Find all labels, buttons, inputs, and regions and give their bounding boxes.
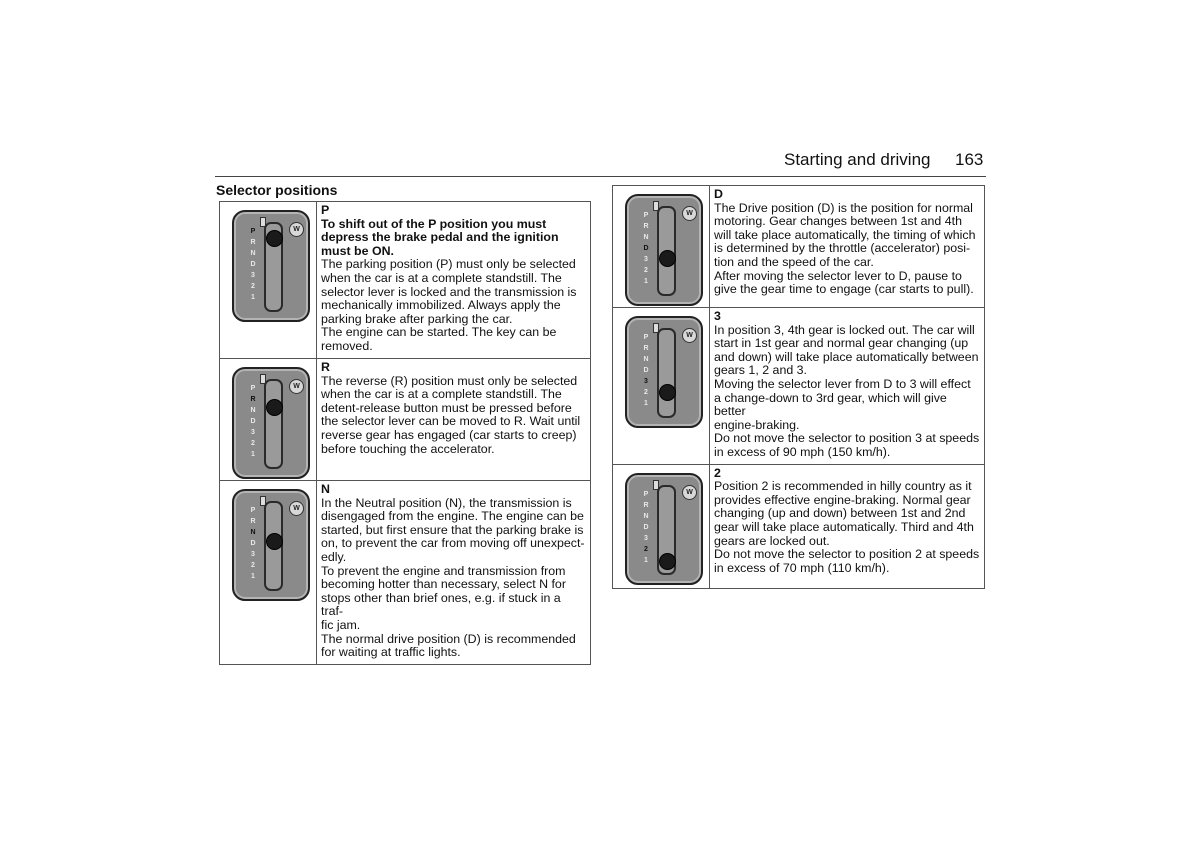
description-cell <box>317 481 591 665</box>
description-line: The engine can be started. The key can be <box>321 325 557 340</box>
illustration-cell <box>220 359 317 481</box>
gear-letters <box>248 226 258 303</box>
gear-letter: P <box>250 507 256 514</box>
gear-letter: 3 <box>644 378 648 385</box>
gear-letter: 2 <box>251 562 255 569</box>
description-line: selector lever is locked and the transmission is <box>321 284 577 299</box>
position-row <box>220 202 591 359</box>
right-positions-table <box>612 185 985 589</box>
description-line: provides effective engine-braking. Normal gear <box>714 492 971 507</box>
description-line: The parking position (P) must only be selected <box>321 257 576 272</box>
description-line: The reverse (R) position must only be selected <box>321 373 578 388</box>
gear-letter: 3 <box>251 272 255 279</box>
description-line: tion and the speed of the car. <box>714 254 874 269</box>
description-line: the selector lever can be moved to R. Wait until <box>321 414 581 429</box>
description-line: The normal drive position (D) is recommended <box>321 631 576 646</box>
description-line: in excess of 70 mph (110 km/h). <box>714 560 890 575</box>
position-label: 3 <box>714 309 721 323</box>
page-number: 163 <box>955 150 984 169</box>
description-line: In the Neutral position (N), the transmission is <box>321 495 572 510</box>
description-line: disengaged from the engine. The engine can be <box>321 509 584 524</box>
gear-letter: P <box>250 385 256 392</box>
gear-letter: D <box>250 418 256 425</box>
selector-lever-illustration <box>625 473 703 585</box>
gear-letter: N <box>643 234 649 241</box>
gear-letter: N <box>643 512 649 520</box>
position-label: R <box>321 360 330 374</box>
gear-letter: P <box>643 490 649 498</box>
description-line: gears are locked out. <box>714 533 830 548</box>
description-line: for waiting at traffic lights. <box>321 645 461 660</box>
gear-letter: 2 <box>644 545 648 553</box>
header-rule <box>215 176 986 177</box>
description-line: will take place automatically, the timing of which <box>714 227 976 242</box>
description-line: a change-down to 3rd gear, which will give better <box>714 390 947 419</box>
illustration-cell <box>220 202 317 359</box>
gear-letter: D <box>643 523 649 531</box>
description-cell <box>710 186 985 308</box>
gear-letter: R <box>250 396 256 403</box>
lever-knob <box>266 230 283 247</box>
gear-letter: 1 <box>644 556 648 564</box>
position-label: D <box>714 187 723 201</box>
gear-letter: 1 <box>644 278 648 285</box>
position-row <box>613 308 985 465</box>
gear-letters <box>641 489 651 566</box>
description-line: fic jam. <box>321 617 361 632</box>
gear-letter: R <box>250 239 256 246</box>
description-line: detent-release button must be pressed before <box>321 400 572 415</box>
description-line: on, to prevent the car from moving off unexpect- <box>321 536 585 551</box>
gear-letter: P <box>643 212 649 219</box>
gear-letters <box>641 210 651 287</box>
description-cell <box>710 464 985 588</box>
position-label: P <box>321 203 330 217</box>
gear-letter: D <box>250 261 256 268</box>
position-label: N <box>321 482 330 496</box>
illustration-cell <box>220 481 317 665</box>
gear-letter: 1 <box>251 573 255 580</box>
position-row <box>613 464 985 588</box>
winter-mode-button-icon: W <box>682 485 697 500</box>
description-line: Position 2 is recommended in hilly country as it <box>714 479 972 494</box>
description-line: becoming hotter than necessary, select N for <box>321 577 566 592</box>
description-line: Moving the selector lever from D to 3 will effect <box>714 376 971 391</box>
description-line: gears 1, 2 and 3. <box>714 363 807 378</box>
gear-letter: 1 <box>644 400 648 407</box>
winter-mode-button-icon: W <box>682 206 697 221</box>
gear-letter: 3 <box>644 534 648 542</box>
selector-lever-illustration <box>625 316 703 428</box>
winter-mode-button-icon: W <box>682 328 697 343</box>
description-line: reverse gear has engaged (car starts to creep) <box>321 427 577 442</box>
description-line: Do not move the selector to position 2 at speeds <box>714 547 980 562</box>
gear-letter: R <box>643 223 649 230</box>
description-line: and down) will take place automatically between <box>714 349 979 364</box>
lever-knob <box>659 384 676 401</box>
selector-lever-illustration <box>232 367 310 479</box>
gear-letter: N <box>250 529 256 536</box>
page-title: Starting and driving <box>784 150 931 169</box>
gear-letter: 3 <box>251 429 255 436</box>
description-line: removed. <box>321 338 373 353</box>
description-line: In position 3, 4th gear is locked out. The car will <box>714 322 975 337</box>
gear-letter: P <box>643 334 649 341</box>
position-label: 2 <box>714 465 721 480</box>
gear-letter: N <box>250 407 256 414</box>
gear-letter: 1 <box>251 294 255 301</box>
gear-letter: 2 <box>251 283 255 290</box>
gear-letter: N <box>250 250 256 257</box>
left-positions-table <box>219 201 591 665</box>
section-heading: Selector positions <box>216 182 338 198</box>
gear-letter: R <box>250 518 256 525</box>
lever-knob <box>266 399 283 416</box>
lever-knob <box>659 250 676 267</box>
description-line: when the car is at a complete standstill. The <box>321 387 562 402</box>
gear-letter: 3 <box>644 256 648 263</box>
position-row <box>220 481 591 665</box>
lever-slot <box>264 379 283 469</box>
position-row <box>613 186 985 308</box>
warning-text: To shift out of the P position you must <box>321 216 547 231</box>
description-line: in excess of 90 mph (150 km/h). <box>714 444 891 459</box>
description-line: start in 1st gear and normal gear changing (up <box>714 336 969 351</box>
position-row <box>220 359 591 481</box>
gear-letter: N <box>643 356 649 363</box>
description-line: give the gear time to engage (car starts to pull). <box>714 282 974 297</box>
gear-letter: P <box>250 228 256 235</box>
description-line: before touching the accelerator. <box>321 441 495 456</box>
description-line: To prevent the engine and transmission from <box>321 563 566 578</box>
illustration-cell <box>613 308 710 465</box>
winter-mode-button-icon: W <box>289 501 304 516</box>
gear-letter: 2 <box>644 267 648 274</box>
description-cell <box>317 202 591 359</box>
lever-slot <box>657 328 676 418</box>
gear-letter: R <box>643 345 649 352</box>
gear-letters <box>248 383 258 460</box>
description-line: is determined by the throttle (accelerator) posi- <box>714 241 971 256</box>
description-line: The Drive position (D) is the position for normal <box>714 200 973 215</box>
description-line: gear will take place automatically. Third and 4th <box>714 519 974 534</box>
gear-letter: D <box>643 245 649 252</box>
description-line: edly. <box>321 549 347 564</box>
gear-letter: 2 <box>644 389 648 396</box>
winter-mode-button-icon: W <box>289 222 304 237</box>
description-line: started, but first ensure that the parking brake is <box>321 522 584 537</box>
description-line: After moving the selector lever to D, pause to <box>714 268 962 283</box>
description-line: changing (up and down) between 1st and 2nd <box>714 506 966 521</box>
gear-letter: R <box>643 501 649 509</box>
description-line: parking brake after parking the car. <box>321 311 513 326</box>
description-cell <box>317 359 591 481</box>
description-line: Do not move the selector to position 3 at speeds <box>714 431 980 446</box>
warning-text: depress the brake pedal and the ignition <box>321 230 559 245</box>
selector-lever-illustration <box>232 210 310 322</box>
illustration-cell <box>613 464 710 588</box>
description-line: when the car is at a complete standstill. The <box>321 270 562 285</box>
description-cell <box>710 308 985 465</box>
gear-letter: 1 <box>251 451 255 458</box>
gear-letter: 2 <box>251 440 255 447</box>
illustration-cell <box>613 186 710 308</box>
gear-letter: D <box>250 540 256 547</box>
gear-letter: 3 <box>251 551 255 558</box>
gear-letters <box>641 332 651 409</box>
lever-knob <box>266 533 283 550</box>
description-line: engine-braking. <box>714 417 800 432</box>
description-line: motoring. Gear changes between 1st and 4th <box>714 214 962 229</box>
gear-letters <box>248 505 258 582</box>
warning-text: must be ON. <box>321 243 394 258</box>
description-line: stops other than brief ones, e.g. if stuck in a traf- <box>321 590 561 619</box>
description-line: mechanically immobilized. Always apply the <box>321 298 561 313</box>
gear-letter: D <box>643 367 649 374</box>
lever-knob <box>659 553 676 570</box>
winter-mode-button-icon: W <box>289 379 304 394</box>
selector-lever-illustration <box>232 489 310 601</box>
selector-lever-illustration <box>625 194 703 306</box>
